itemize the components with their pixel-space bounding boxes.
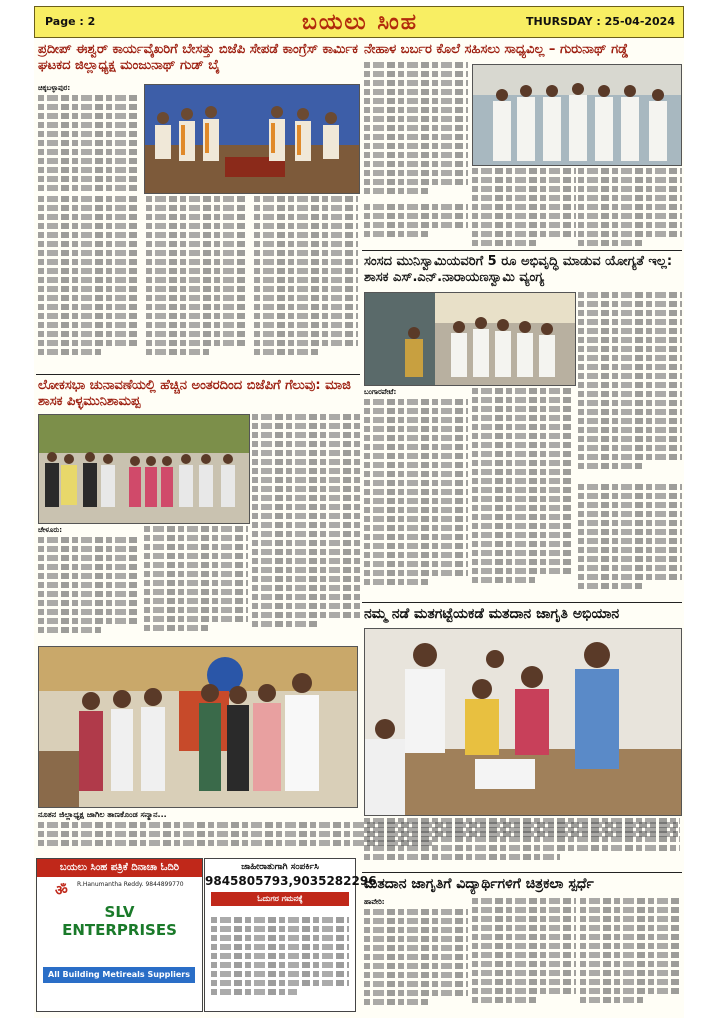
felicitation-photo — [38, 646, 358, 808]
story-3-headline: ಸಂಸದ ಮುನಿಸ್ವಾಮಿಯವರಿಗೆ 5 ರೂ ಅಭಿವೃದ್ಧಿ ಮಾಡುವ ಯೋಗ್ಯತೆ ಇಲ್ಲ: ಶಾಸಕ ಎಸ್.ಎನ್.ನಾರಾಯಣಸ್ವಾಮಿ ವ್ಯಂಗ್ಯ — [364, 254, 673, 285]
story-6-column-b — [472, 898, 576, 1012]
story-3-column-a — [364, 388, 468, 600]
story-6-column-c — [580, 898, 682, 1012]
story-2-column-d — [364, 204, 468, 248]
ad-banner: ಬಯಲು ಸಿಂಹ ಪತ್ರಿಕೆ ದಿನಾಚಾ ಓದಿರಿ — [37, 859, 202, 877]
story-1-photo — [144, 84, 360, 194]
story-1-column-d — [254, 196, 358, 371]
divider — [362, 872, 682, 873]
divider — [362, 602, 682, 603]
story-1-dateline: ಚಿಕ್ಕಬಳ್ಳಾಪುರ: — [38, 84, 71, 92]
story-1-headline: ಪ್ರದೀಪ್ ಈಶ್ವರ್ ಕಾರ್ಯವೈಖರಿಗೆ ಬೇಸತ್ತು ಬಿಜೆಪಿ ಸೇಪಡೆ ಕಾಂಗ್ರೆಸ್ ಕಾರ್ಮಿಕ ಘಟಕದ ಜಿಲ್ಲಾಧ್ಯಕ್ಷ ಮಂಜುನಾಥ್ ಗುಡ್ ಬೈ — [38, 42, 358, 73]
issue-date: THURSDAY : 25-04-2024 — [525, 15, 675, 28]
newspaper-title: ಬಯಲು ಸಿಂಹ — [301, 9, 419, 35]
story-3-column-c — [578, 292, 682, 480]
ad-contact-heading: ಜಾಹೀರಾತುಗಾಗಿ ಸಂಪರ್ಕಿಸಿ — [241, 862, 319, 872]
story-3-column-d — [578, 484, 682, 600]
story-5-headline: ನಮ್ಮ ನಡೆ ಮತಗಟ್ಟೆಯಕಡೆ ಮತದಾನ ಜಾಗೃತಿ ಅಭಿಯಾನ — [364, 606, 620, 622]
story-2-column-c — [578, 168, 682, 248]
story-1-column-c — [146, 196, 248, 371]
divider — [362, 250, 682, 251]
story-3-photo — [364, 292, 576, 386]
story-2-column-a — [364, 62, 468, 202]
story-6-dateline: ಹಾವೇರಿ: — [364, 898, 385, 906]
slv-enterprises-ad — [36, 858, 203, 1012]
ad-phone-numbers: 9845805793,9035282296 — [205, 874, 377, 888]
story-2-photo — [472, 64, 682, 166]
readers-notice-bar: ಓದುಗರ ಗಮನಕ್ಕೆ — [211, 892, 349, 906]
story-6-column-a — [364, 898, 468, 1012]
ad-tagline: All Building Metireals Suppliers — [43, 967, 195, 983]
story-2-headline: ನೇಹಾಳ ಬರ್ಬರ ಕೊಲೆ ಸಹಿಸಲು ಸಾಧ್ಯವಿಲ್ಲ – ಗುರುನಾಥ್ ಗಡ್ಡೆ — [364, 42, 629, 57]
story-5-text — [364, 818, 680, 868]
story-4-photo — [38, 414, 250, 524]
masthead — [34, 6, 684, 38]
story-4-dateline: ಚೇಳೂರು: — [38, 526, 63, 534]
photo-caption: ನೂತನ ಜಿಲ್ಲಾಧ್ಯಕ್ಷ ಜಾಗಿಲ ತಾಣಕೊಂಡ ಸನ್ಮಾನ... — [38, 810, 167, 819]
story-3-dateline: ಬಂಗಾರಪೇಟೆ: — [364, 388, 397, 396]
story-3-column-b — [472, 388, 574, 600]
story-1-column-b — [38, 196, 140, 371]
newspaper-page — [34, 6, 684, 1018]
page-number: Page : 2 — [45, 15, 96, 28]
divider — [36, 374, 360, 375]
om-symbol: ॐ — [55, 883, 68, 899]
story-5-photo — [364, 628, 682, 816]
story-4-column-c — [144, 526, 248, 644]
readers-notice-text — [211, 917, 349, 1005]
story-4-column-b — [252, 414, 360, 644]
story-4-headline: ಲೋಕಸಭಾ ಚುನಾವಣೆಯಲ್ಲಿ ಹೆಚ್ಚಿನ ಅಂತರದಿಂದ ಬಿಜೆಪಿಗೆ ಗೆಲುವು: ಮಾಜಿ ಶಾಸಕ ಪಿಳ್ಳಮುನಿಶಾಮಪ್ಪ — [38, 378, 351, 409]
story-6-headline: ಮತದಾನ ಜಾಗೃತಿಗೆ ವಿದ್ಯಾರ್ಥಿಗಳಿಗೆ ಚಿತ್ರಕಲಾ ಸ್ಪರ್ಧೆ — [364, 876, 594, 892]
story-1-column-a — [38, 84, 140, 194]
story-2-column-b — [472, 168, 576, 248]
ad-contact: R.Hanumantha Reddy. 9844899770 — [77, 881, 184, 888]
story-4-column-a — [38, 526, 140, 644]
ad-business-name: SLV ENTERPRISES — [62, 903, 177, 939]
